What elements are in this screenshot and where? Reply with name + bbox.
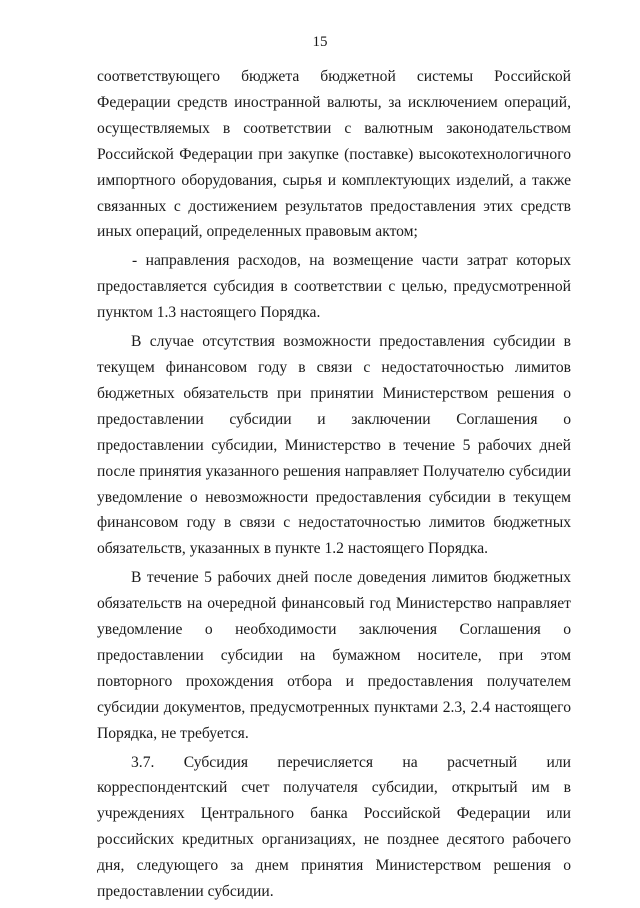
page-number: 15 bbox=[312, 34, 328, 50]
paragraph-no-subsidy-case: В случае отсутствия возможности предоставления субсидии в текущем финансовом году в связи с недостаточностью лимитов бюджетных обязательств при принятии Министерством решения о предоставлении субсидии и заключении Соглашения о предоставлении субсидии, Министерство в течение 5 рабочих дней после принятия указанного решения направляет Получателю субсидии уведомление о невозможности предоставления субсидии в текущем финансовом году в связи с недостаточностью лимитов бюджетных обязательств, указанных в пункте 1.2 настоящего Порядка. bbox=[97, 333, 571, 558]
document-body bbox=[97, 64, 571, 908]
paragraph-notification: В течение 5 рабочих дней после доведения лимитов бюджетных обязательств на очередной финансовый год Министерство направляет уведомление о необходимости заключения Соглашения о предоставлении субсидии на бумажном носителе, при этом повторного прохождения отбора и предоставления получателем субсидии документов, предусмотренных пунктами 2.3, 2.4 настоящего Порядка, не требуется. bbox=[97, 569, 571, 742]
paragraph-list-item: - направления расходов, на возмещение части затрат которых предоставляется субсидия в соответствии с целью, предусмотренной пунктом 1.3 настоящего Порядка. bbox=[97, 252, 571, 322]
paragraph-clause-3-7: 3.7. Субсидия перечисляется на расчетный или корреспондентский счет получателя субсидии, открытый им в учреждениях Центрального банка Российской Федерации или российских кредитных организациях, не позднее десятого рабочего дня, следующего за днем принятия Министерством решения о предоставлении субсидии. bbox=[97, 753, 571, 901]
paragraph-continuation: соответствующего бюджета бюджетной системы Российской Федерации средств иностранной валюты, за исключением операций, осуществляемых в соответствии с валютным законодательством Российской Федерации при закупке (поставке) высокотехнологичного импортного оборудования, сырья и комплектующих изделий, а также связанных с достижением результатов предоставления этих средств иных операций, определенных правовым актом; bbox=[97, 68, 571, 241]
